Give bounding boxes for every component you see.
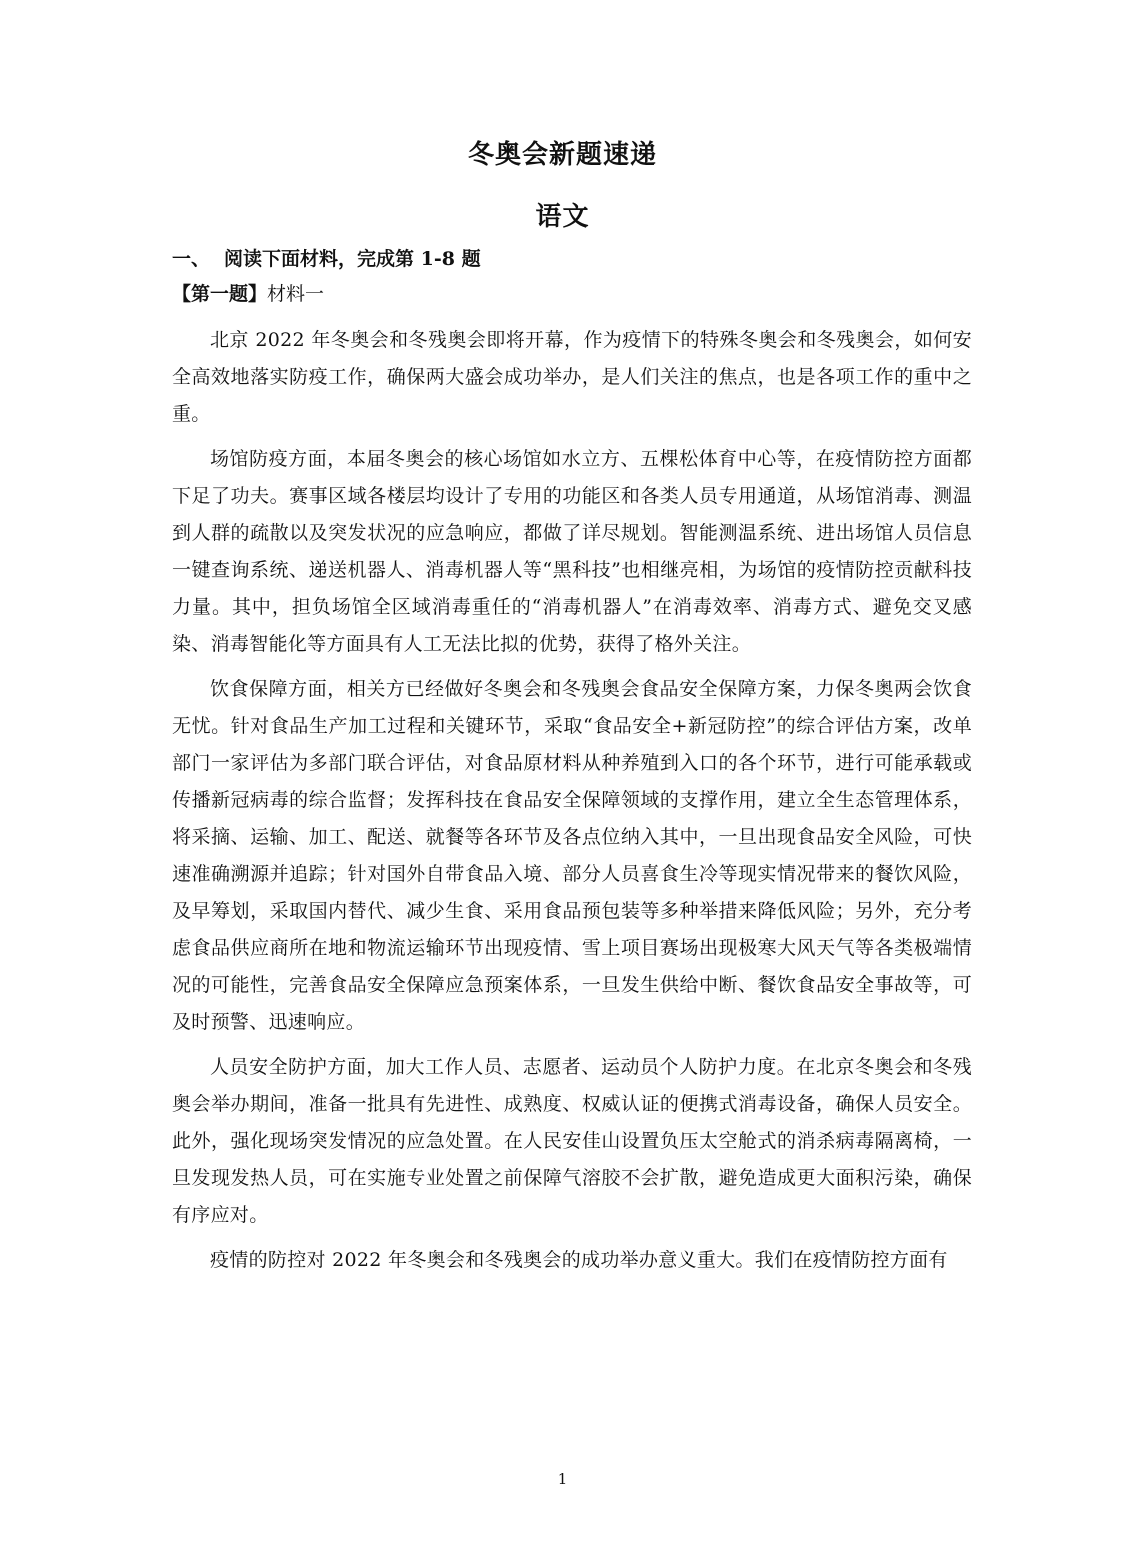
paragraph-2: 场馆防疫方面，本届冬奥会的核心场馆如水立方、五棵松体育中心等，在疫情防控方面都下足了功夫。赛事区域各楼层均设计了专用的功能区和各类人员专用通道，从场馆消毒、测温到人群的疏散以及突发状况的应急响应，都做了详尽规划。智能测温系统、进出场馆人员信息一键查询系统、递送机器人、消毒机器人等“黑科技”也相继亮相，为场馆的疫情防控贡献科技力量。其中，担负场馆全区域消毒重任的“消毒机器人”在消毒效率、消毒方式、避免交叉感染、消毒智能化等方面具有人工无法比拟的优势，获得了格外关注。 — [172, 448, 972, 655]
question-material-label — [172, 279, 324, 306]
material-body — [172, 322, 972, 1287]
section-instruction: 阅读下面材料，完成第 1-8 题 — [224, 248, 481, 270]
document-subject: 语文 — [535, 202, 590, 232]
page-number: 1 — [557, 1470, 568, 1488]
section-heading — [172, 244, 481, 271]
paragraph-1: 北京 2022 年冬奥会和冬残奥会即将开幕，作为疫情下的特殊冬奥会和冬残奥会，如何安全高效地落实防疫工作，确保两大盛会成功举办，是人们关注的焦点，也是各项工作的重中之重。 — [172, 329, 972, 425]
document-title: 冬奥会新题速递 — [467, 140, 657, 170]
section-number: 一、 — [172, 248, 211, 270]
paragraph-5: 疫情的防控对 2022 年冬奥会和冬残奥会的成功举办意义重大。我们在疫情防控方面有 — [210, 1249, 948, 1271]
paragraph-4: 人员安全防护方面，加大工作人员、志愿者、运动员个人防护力度。在北京冬奥会和冬残奥会举办期间，准备一批具有先进性、成熟度、权威认证的便携式消毒设备，确保人员安全。此外，强化现场突发情况的应急处置。在人民安佳山设置负压太空舱式的消杀病毒隔离椅，一旦发现发热人员，可在实施专业处置之前保障气溶胶不会扩散，避免造成更大面积污染，确保有序应对。 — [172, 1056, 972, 1226]
question-label: 【第一题】 — [172, 283, 268, 305]
material-label: 材料一 — [267, 283, 325, 305]
paragraph-3: 饮食保障方面，相关方已经做好冬奥会和冬残奥会食品安全保障方案，力保冬奥两会饮食无忧。针对食品生产加工过程和关键环节，采取“食品安全+新冠防控”的综合评估方案，改单部门一家评估为多部门联合评估，对食品原材料从种养殖到入口的各个环节，进行可能承载或传播新冠病毒的综合监督；发挥科技在食品安全保障领域的支撑作用，建立全生态管理体系，将采摘、运输、加工、配送、就餐等各环节及各点位纳入其中，一旦出现食品安全风险，可快速准确溯源并追踪；针对国外自带食品入境、部分人员喜食生冷等现实情况带来的餐饮风险，及早筹划，采取国内替代、减少生食、采用食品预包装等多种举措来降低风险；另外，充分考虑食品供应商所在地和物流运输环节出现疫情、雪上项目赛场出现极寒大风天气等各类极端情况的可能性，完善食品安全保障应急预案体系，一旦发生供给中断、餐饮食品安全事故等，可及时预警、迅速响应。 — [172, 678, 972, 1033]
